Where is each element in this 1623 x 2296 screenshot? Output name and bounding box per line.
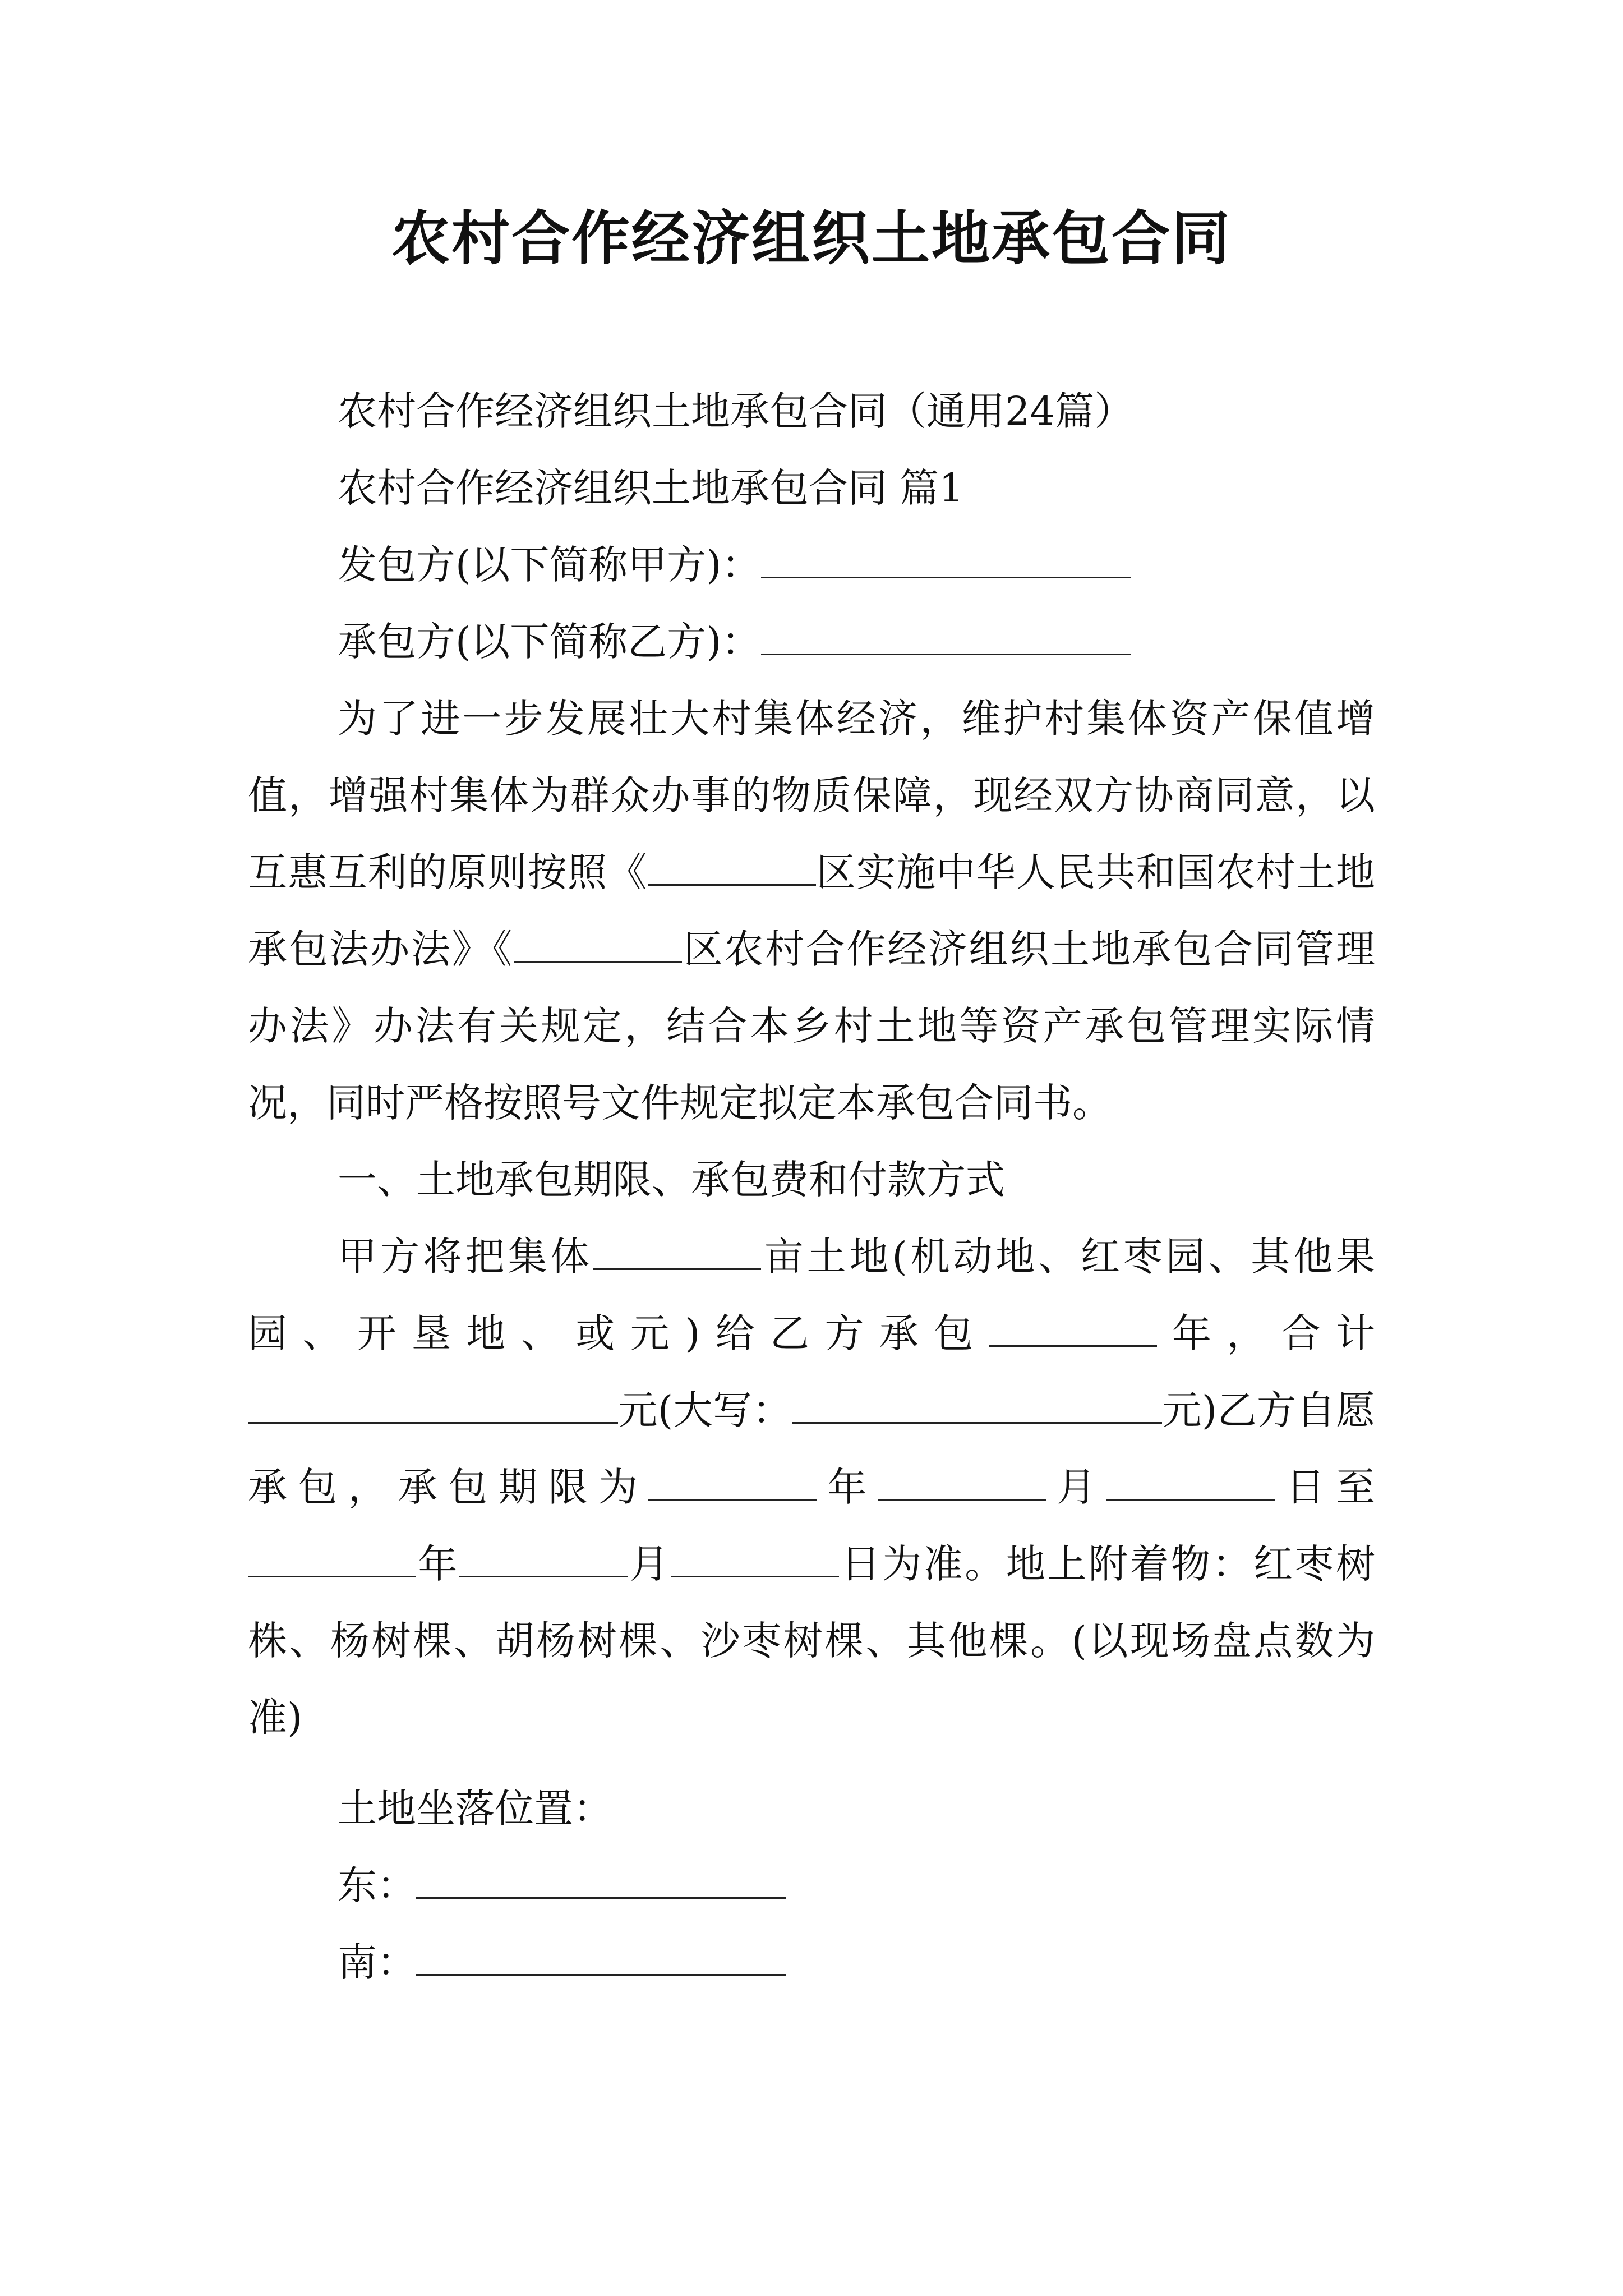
district-blank-1 — [648, 848, 816, 886]
terms-text-9: 年 — [416, 1541, 460, 1587]
south-blank — [416, 1938, 786, 1976]
party-a-blank — [761, 541, 1131, 578]
east-line — [248, 1847, 1375, 1924]
location-heading: 土地坐落位置： — [338, 1786, 612, 1832]
terms-text-7: 月 — [1045, 1464, 1107, 1510]
start-month-blank — [878, 1463, 1046, 1501]
party-b-label: 承包方(以下简称乙方)： — [338, 619, 761, 665]
east-blank — [416, 1861, 786, 1899]
intro-text-2: 区实施中华人民共和国农村土地承包法办法》《 — [248, 849, 1375, 972]
document-body — [248, 373, 1375, 2001]
party-b-line — [248, 604, 1375, 680]
terms-text-3: 年，合计 — [1156, 1310, 1376, 1356]
subtitle-line: 农村合作经济组织土地承包合同（通用24篇） — [338, 388, 1134, 434]
party-a-line — [248, 527, 1375, 604]
end-year-blank — [248, 1540, 416, 1577]
terms-text-5: 元)乙方自愿承包，承包期限为 — [248, 1387, 1375, 1510]
intro-paragraph — [248, 680, 1375, 1142]
start-day-blank — [1106, 1463, 1275, 1501]
terms-text-4: 元(大写： — [618, 1387, 792, 1433]
intro-text-1: 为了进一步发展壮大村集体经济，维护村集体资产保值增值，增强村集体为群众办事的物质保障，现经双方协商同意，以互惠互利的原则按照《 — [248, 696, 1375, 895]
party-b-blank — [761, 618, 1131, 655]
start-year-blank — [648, 1463, 817, 1501]
chapter-heading: 农村合作经济组织土地承包合同 篇1 — [338, 465, 964, 511]
amount-words-blank — [792, 1386, 1162, 1424]
south-line — [248, 1924, 1375, 2001]
section-1-heading: 一、土地承包期限、承包费和付款方式 — [338, 1157, 1005, 1203]
south-label: 南： — [338, 1939, 416, 1985]
terms-text-11: 日为准。地上附着物：红枣树株、杨树棵、胡杨树棵、沙枣树棵、其他棵。(以现场盘点数为准) — [248, 1541, 1376, 1741]
intro-text-3: 区农村合作经济组织土地承包合同管理办法》办法有关规定，结合本乡村土地等资产承包管理实际情况，同时严格按照号文件规定拟定本承包合同书。 — [248, 926, 1376, 1126]
end-day-blank — [671, 1540, 839, 1577]
terms-text-6: 年 — [817, 1464, 878, 1510]
terms-text-2: 亩土地(机动地、红枣园、其他果园、开垦地、或元)给乙方承包 — [248, 1234, 1376, 1356]
years-blank — [989, 1309, 1157, 1347]
amount-blank — [248, 1386, 618, 1424]
terms-paragraph — [248, 1218, 1375, 1756]
acreage-blank — [593, 1232, 761, 1270]
terms-text-10: 月 — [628, 1541, 671, 1587]
east-label: 东： — [338, 1862, 416, 1908]
district-blank-2 — [514, 925, 682, 963]
party-a-label: 发包方(以下简称甲方)： — [338, 542, 761, 588]
terms-text-1: 甲方将把集体 — [338, 1234, 593, 1280]
document-title: 农村合作经济组织土地承包合同 — [391, 204, 1232, 273]
terms-text-8: 日至 — [1275, 1464, 1376, 1510]
end-month-blank — [459, 1540, 628, 1577]
